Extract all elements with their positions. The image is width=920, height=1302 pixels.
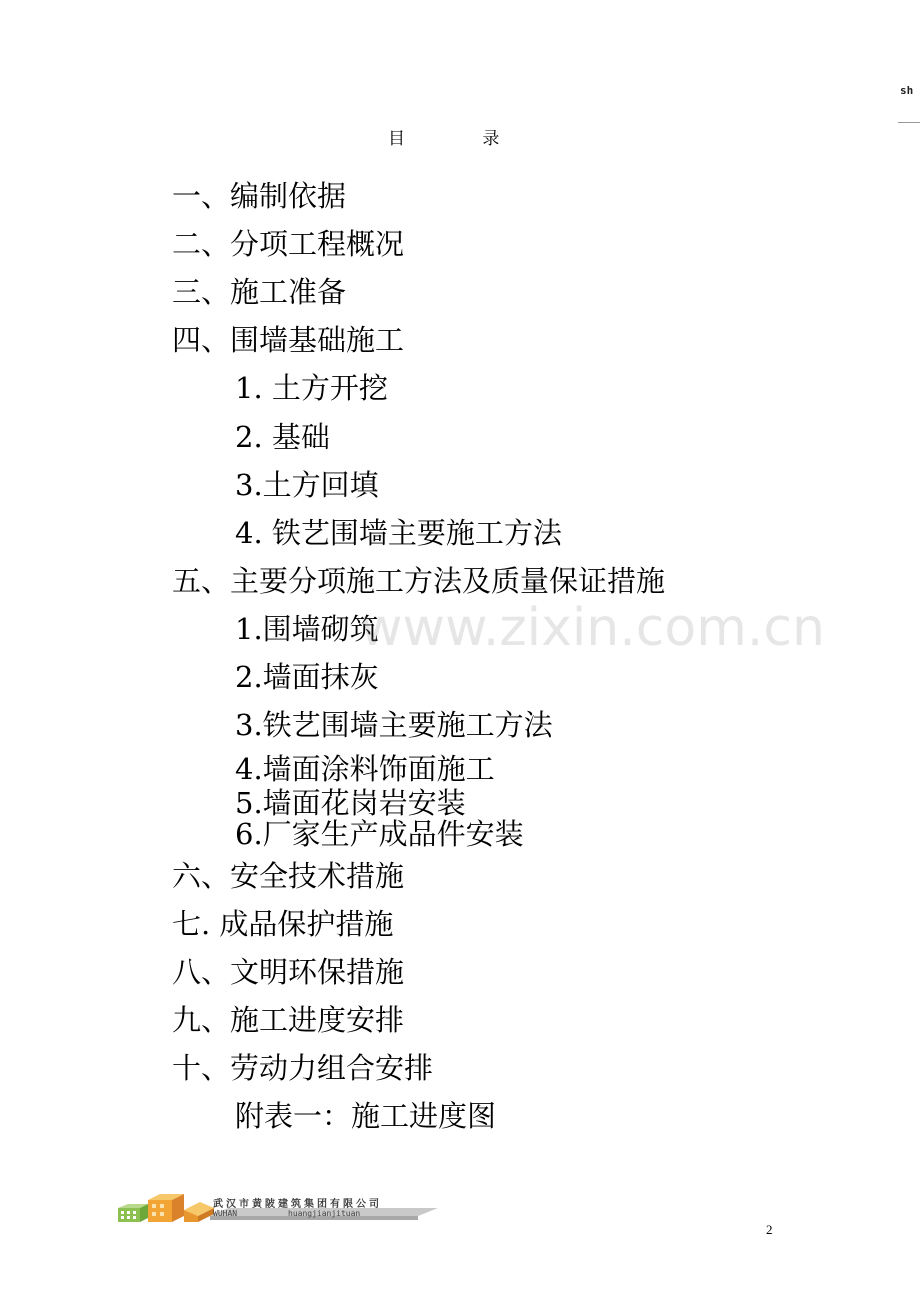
toc-item: 八、文明环保措施 bbox=[172, 955, 405, 989]
toc-subitem: 1.围墙砌筑 bbox=[235, 612, 379, 646]
toc-appendix: 附表一：施工进度图 bbox=[235, 1099, 497, 1133]
toc-item: 一、编制依据 bbox=[172, 179, 347, 213]
toc-item: 四、围墙基础施工 bbox=[172, 323, 405, 357]
toc-item: 七. 成品保护措施 bbox=[172, 907, 394, 941]
toc-subitem: 3.铁艺围墙主要施工方法 bbox=[235, 708, 553, 742]
toc-item: 六、安全技术措施 bbox=[172, 859, 405, 893]
toc-title: 目 录 bbox=[388, 129, 536, 149]
company-name-en-city: WUHAN bbox=[213, 1209, 238, 1218]
toc-subitem: 2.墙面抹灰 bbox=[235, 660, 379, 694]
toc-item: 十、劳动力组合安排 bbox=[172, 1051, 434, 1085]
toc-subitem: 5.墙面花岗岩安装 bbox=[235, 786, 466, 820]
toc-item: 九、施工进度安排 bbox=[172, 1003, 405, 1037]
toc-subitem: 1. 土方开挖 bbox=[235, 371, 388, 405]
toc-subitem: 3.土方回填 bbox=[235, 468, 379, 502]
toc-subitem: 2. 基础 bbox=[235, 420, 330, 454]
toc-item: 五、主要分项施工方法及质量保证措施 bbox=[172, 564, 666, 598]
toc-item: 三、施工准备 bbox=[172, 275, 347, 309]
toc-subitem: 4.墙面涂料饰面施工 bbox=[235, 752, 495, 786]
company-name-en: huangjianjituan bbox=[288, 1209, 361, 1218]
company-name: 武汉市黄陂建筑集团有限公司 bbox=[213, 1199, 382, 1210]
corner-mark: sh bbox=[900, 84, 914, 97]
corner-divider bbox=[898, 122, 920, 123]
toc-subitem: 6.厂家生产成品件安装 bbox=[235, 817, 524, 851]
toc-item: 二、分项工程概况 bbox=[172, 227, 405, 261]
watermark: www.zixin.com.cn bbox=[360, 598, 825, 658]
toc-subitem: 4. 铁艺围墙主要施工方法 bbox=[235, 516, 562, 550]
page-number: 2 bbox=[766, 1222, 773, 1237]
